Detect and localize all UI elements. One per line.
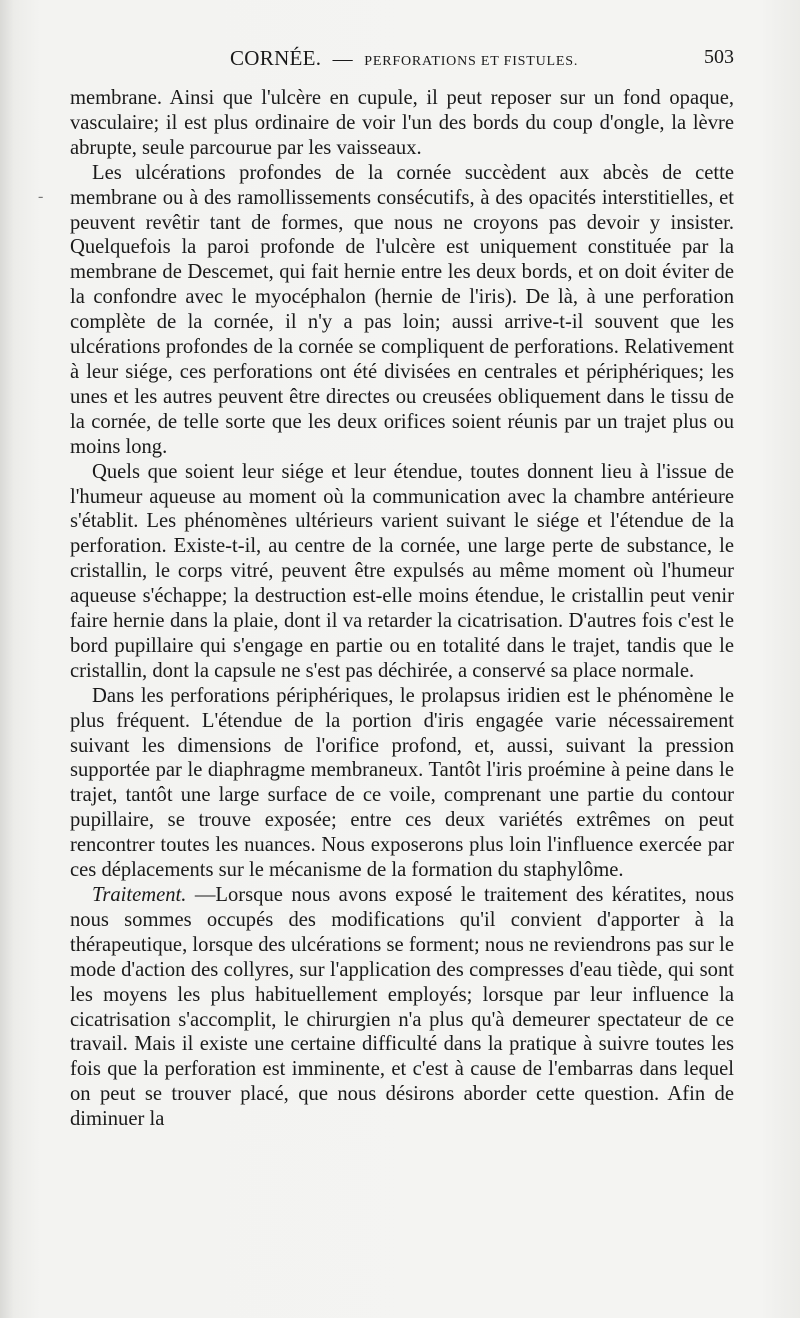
section-heading-traitement: Traitement.: [92, 884, 187, 906]
header-subtitle: PERFORATIONS ET FISTULES.: [364, 54, 579, 69]
running-header: [70, 46, 734, 76]
header-title: CORNÉE.: [230, 46, 322, 70]
paragraph-5-text: —Lorsque nous avons exposé le traitement des kératites, nous nous sommes occupés des modifications qu'il convient d'apporter à la thérapeutique, lorsque des ulcérations se forment; nous ne reviendrons pas sur le mode d'action des collyres, sur l'application des compresses d'eau tiède, qui sont les moyens les plus habituellement employés; lorsque par leur influence la cicatrisation s'accomplit, le chirurgien n'a plus qu'à demeurer spectateur de ce travail. Mais il existe une certaine difficulté dans la pratique à suivre toutes les fois que la perforation est imminente, et c'est à cause de l'embarras dans lequel on peut se trouver placé, que nous désirons aborder cette question. Afin de diminuer la: [70, 884, 734, 1131]
paragraph-3: Quels que soient leur siége et leur étendue, toutes donnent lieu à l'issue de l'humeur aqueuse au moment où la communication avec la chambre antérieure s'établit. Les phénomènes ultérieurs varient suivant le siége et l'étendue de la perforation. Existe-t-il, au centre de la cornée, une large perte de substance, le cristallin, le corps vitré, peuvent être expulsés au même moment où l'humeur aqueuse s'échappe; la destruction est-elle moins étendue, le cristallin peut venir faire hernie dans la plaie, dont il va retarder la cicatrisation. D'autres fois c'est le bord pupillaire qui s'engage en partie ou en totalité dans le trajet, tandis que le cristallin, dont la capsule ne s'est pas déchirée, a conservé sa place normale.: [70, 460, 734, 682]
margin-mark: -: [38, 188, 44, 205]
chapter-title: [230, 46, 578, 71]
header-dash: —: [332, 48, 353, 70]
paragraph-2: Les ulcérations profondes de la cornée succèdent aux abcès de cette membrane ou à des ramollissements consécutifs, à des opacités interstitielles, et peuvent revêtir tant de formes, que nous ne croyons pas devoir y insister. Quelquefois la paroi profonde de l'ulcère est uniquement constituée par la membrane de Descemet, qui fait hernie entre les deux bords, et on doit éviter de la confondre avec le myocéphalon (hernie de l'iris). De là, à une perforation complète de la cornée, il n'y a pas loin; aussi arrive-t-il souvent que les ulcérations profondes de la cornée se compliquent de perforations. Relativement à leur siége, ces perforations ont été divisées en centrales et périphériques; les unes et les autres peuvent être directes ou creusées obliquement dans le tissu de la cornée, de telle sorte que les deux orifices soient réunis par un trajet plus ou moins long.: [70, 161, 734, 458]
page-number: 503: [704, 46, 734, 68]
body-text: [70, 86, 734, 1132]
paragraph-1: membrane. Ainsi que l'ulcère en cupule, il peut reposer sur un fond opaque, vasculaire; il est plus ordinaire de voir l'un des bords du coup d'ongle, la lèvre abrupte, seule parcourue par les vaisseaux.: [70, 87, 734, 159]
paragraph-4: Dans les perforations périphériques, le prolapsus iridien est le phénomène le plus fréquent. L'étendue de la portion d'iris engagée varie nécessairement suivant les dimensions de l'orifice profond, et, aussi, suivant la pression supportée par le diaphragme membraneux. Tantôt l'iris proémine à peine dans le trajet, tantôt une large surface de ce voile, comprenant une partie du contour pupillaire, se trouve exposée; entre ces deux variétés extrêmes on peut rencontrer toutes les nuances. Nous exposerons plus loin l'influence exercée par ces déplacements sur le mécanisme de la formation du staphylôme.: [70, 684, 734, 882]
paragraph-5: [70, 883, 734, 1132]
